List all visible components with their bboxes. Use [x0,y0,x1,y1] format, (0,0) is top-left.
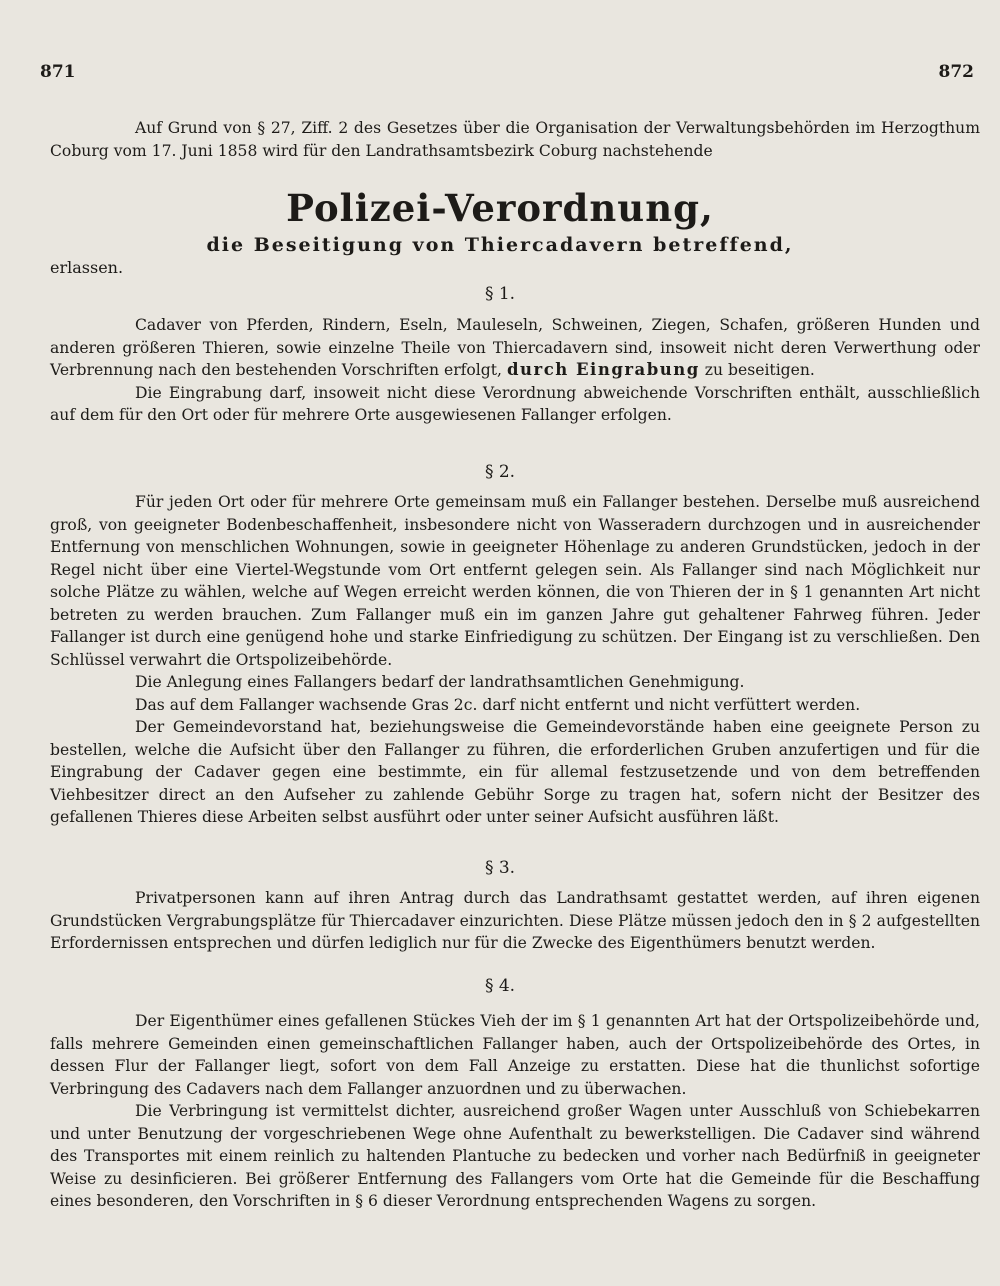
page-number-right: 872 [938,62,974,82]
section-2-body [50,491,980,829]
erlassen-label: erlassen. [50,258,124,277]
section-1-paragraph-1 [50,314,980,382]
section-4-body [50,1010,980,1213]
page-number-left: 871 [40,62,76,82]
section-2-heading: § 2. [484,462,516,482]
section-3-body [50,887,980,955]
section-2-paragraph-1: Für jeden Ort oder für mehrere Orte gemeinsam muß ein Fallanger bestehen. Derselbe muß ausreichend groß, von geeigneter Bodenbeschaffenheit, insbesondere nicht von Wasseradern durchzogen und in ausreichender Entfernung von menschlichen Wohnungen, sowie in geeigneter Höhenlage zu anderen Grundstücken, jedoch in der Regel nicht über eine Viertel-Wegstunde vom Ort entfernt gelegen sein. Als Fallanger sind nach Möglichkeit nur solche Plätze zu wählen, welche auf Wegen erreicht werden können, die von Thieren der in § 1 genannten Art nicht betreten zu werden brauchen. Zum Fallanger muß ein im ganzen Jahre gut gehaltener Fahrweg führen. Jeder Fallanger ist durch eine genügend hohe und starke Einfriedigung zu schützen. Der Eingang ist zu verschließen. Den Schlüssel verwahrt die Ortspolizeibehörde. [50,493,980,669]
section-1-body [50,314,980,427]
section-1-emphasis: durch Eingrabung [506,360,700,379]
document-subtitle: die Beseitigung von Thiercadavern betreffend, [206,234,794,256]
section-4-heading: § 4. [484,976,516,996]
intro-block [50,117,980,162]
section-2-paragraph-2: Die Anlegung eines Fallangers bedarf der landrathsamtlichen Genehmigung. [135,673,745,691]
section-4-paragraph-2: Die Verbringung ist vermittelst dichter, ausreichend großer Wagen unter Ausschluß von Schiebekarren und unter Benutzung der vorgeschriebenen Wege ohne Aufenthalt zu bewerkstelligen. Die Cadaver sind während des Transportes mit einem reinlich zu haltenden Plantuche zu bedecken und vorher nach Bedürfniß in geeigneter Weise zu desinficieren. Bei größerer Entfernung des Fallangers vom Orte hat die Gemeinde für die Beschaffung eines besonderen, den Vorschriften in § 6 dieser Verordnung entsprechenden Wagens zu sorgen. [50,1102,980,1210]
section-3-heading: § 3. [484,858,516,878]
section-1-text-before: Cadaver von Pferden, Rindern, Eseln, Mauleseln, Schweinen, Ziegen, Schafen, größeren Hunden und anderen größeren Thieren, sowie einzelne Theile von Thiercadavern sind, insoweit nicht deren Verwerthung oder Verbrennung nach den bestehenden Vorschriften erfolgt, [50,316,980,379]
section-2-paragraph-4: Der Gemeindevorstand hat, beziehungsweise die Gemeindevorstände haben eine geeignete Person zu bestellen, welche die Aufsicht über den Fallanger zu führen, die erforderlichen Gruben anzufertigen und für die Eingrabung der Cadaver gegen eine bestimmte, ein für allemal festzusetzende und von dem betreffenden Viehbesitzer direct an den Aufseher zu zahlende Gebühr Sorge zu tragen hat, sofern nicht der Besitzer des gefallenen Thieres diese Arbeiten selbst ausführt oder unter seiner Aufsicht ausführen läßt. [50,718,980,826]
section-1-paragraph-2: Die Eingrabung darf, insoweit nicht diese Verordnung abweichende Vorschriften enthält, ausschließlich auf dem für den Ort oder für mehrere Orte ausgewiesenen Fallanger erfolgen. [50,383,980,424]
section-1-text-after: zu beseitigen. [704,361,815,379]
section-2-paragraph-3: Das auf dem Fallanger wachsende Gras 2c. darf nicht entfernt und nicht verfüttert werden. [135,695,861,714]
section-1-heading: § 1. [484,284,516,304]
document-title: Polizei-Verordnung, [286,186,714,230]
intro-paragraph: Auf Grund von § 27, Ziff. 2 des Gesetzes über die Organisation der Verwaltungsbehörden im Herzogthum Coburg vom 17. Juni 1858 wird für den Landrathsamtsbezirk Coburg nachstehende [50,119,980,160]
section-4-paragraph-1: Der Eigenthümer eines gefallenen Stückes Vieh der im § 1 genannten Art hat der Ortspolizeibehörde und, falls mehrere Gemeinden einen gemeinschaftlichen Fallanger haben, auch der Ortspolizeibehörde des Ortes, in dessen Flur der Fallanger liegt, sofort von dem Fall Anzeige zu erstatten. Diese hat die thunlichst sofortige Verbringung des Cadavers nach dem Fallanger anzuordnen und zu überwachen. [50,1012,980,1098]
section-3-paragraph-1: Privatpersonen kann auf ihren Antrag durch das Landrathsamt gestattet werden, auf ihren eigenen Grundstücken Vergrabungsplätze für Thiercadaver einzurichten. Diese Plätze müssen jedoch den in § 2 aufgestellten Erfordernissen entsprechen und dürfen lediglich nur für die Zwecke des Eigenthümers benutzt werden. [50,889,980,952]
